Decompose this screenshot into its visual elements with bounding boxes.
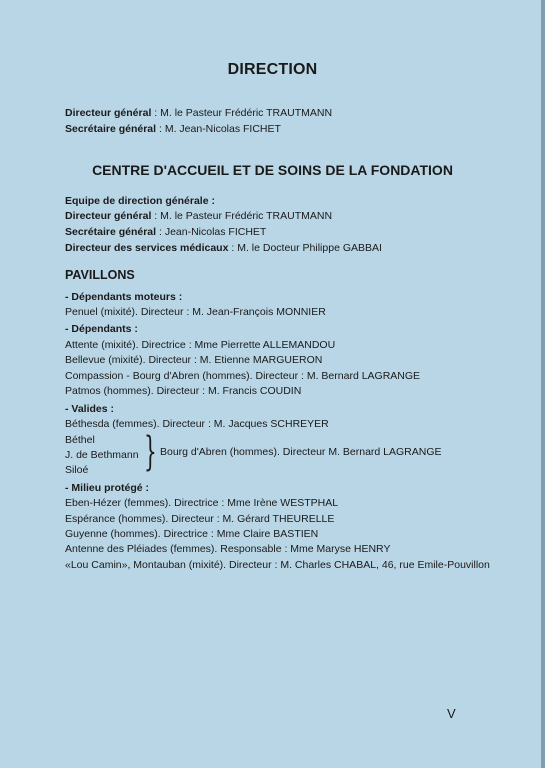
grouped-entry: Bourg d'Abren (hommes). Directeur M. Bernard LAGRANGE (160, 446, 442, 458)
list-item: Patmos (hommes). Directeur : M. Francis COUDIN (65, 385, 302, 397)
page-edge-shadow (541, 0, 545, 768)
value: : M. le Pasteur Frédéric TRAUTMANN (154, 210, 333, 222)
list-item: Bellevue (mixité). Directeur : M. Etienne MARGUERON (65, 354, 323, 366)
value: : Jean-Nicolas FICHET (158, 226, 267, 238)
list-item: Béthesda (femmes). Directeur : M. Jacques SCHREYER (65, 418, 329, 430)
direction-sg-line (65, 123, 281, 136)
list-item: Attente (mixité). Directrice : Mme Pierrette ALLEMANDOU (65, 339, 336, 351)
page-title: DIRECTION (227, 61, 318, 78)
centre-dg-line (65, 210, 332, 223)
group-label-protege: - Milieu protégé : (65, 482, 149, 494)
label: Directeur général (65, 107, 152, 119)
section-title-centre: CENTRE D'ACCUEIL ET DE SOINS DE LA FONDATION (92, 162, 453, 178)
list-item: Espérance (hommes). Directeur : M. Gérard THEURELLE (65, 513, 335, 525)
group-label-moteurs: - Dépendants moteurs : (65, 291, 183, 303)
list-item: Compassion - Bourg d'Abren (hommes). Directeur : M. Bernard LAGRANGE (65, 370, 421, 382)
list-item: «Lou Camin», Montauban (mixité). Directeur : M. Charles CHABAL, 46, rue Emile-Pouvillon (65, 559, 490, 571)
pavillons-heading: PAVILLONS (65, 268, 135, 282)
team-heading: Equipe de direction générale : (65, 195, 215, 207)
direction-dg-line (65, 107, 332, 120)
list-item: Penuel (mixité). Directeur : M. Jean-François MONNIER (65, 306, 326, 318)
value: : M. Jean-Nicolas FICHET (158, 123, 281, 135)
group-label-valides: - Valides : (65, 403, 115, 415)
label: Directeur des services médicaux (65, 242, 229, 254)
list-item: J. de Bethmann (65, 449, 139, 461)
value: : M. le Pasteur Frédéric TRAUTMANN (154, 107, 333, 119)
label: Directeur général (65, 210, 152, 222)
list-item: Béthel (65, 434, 95, 446)
page-number: V (447, 706, 456, 721)
value: : M. le Docteur Philippe GABBAI (231, 242, 382, 254)
label: Secrétaire général (65, 123, 157, 135)
list-item: Eben-Hézer (femmes). Directrice : Mme Irène WESTPHAL (65, 497, 339, 509)
list-item: Siloé (65, 464, 89, 476)
curly-brace-icon: } (144, 429, 157, 475)
group-label-dependants: - Dépendants : (65, 323, 138, 335)
centre-sg-line (65, 226, 266, 239)
label: Secrétaire général (65, 226, 157, 238)
list-item: Antenne des Pléiades (femmes). Responsable : Mme Maryse HENRY (65, 543, 391, 555)
list-item: Guyenne (hommes). Directrice : Mme Claire BASTIEN (65, 528, 319, 540)
centre-dsm-line (65, 242, 382, 255)
